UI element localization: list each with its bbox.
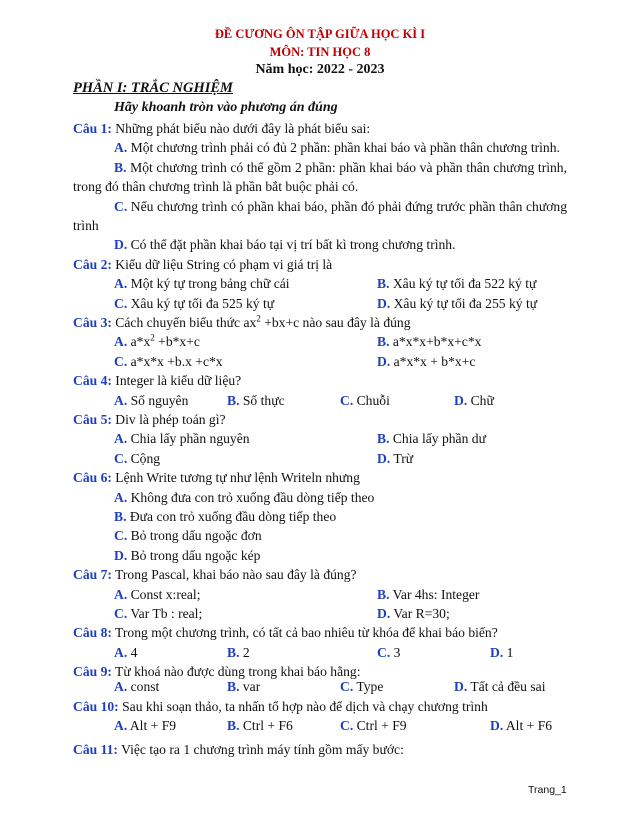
option [73,138,567,157]
option-label: C. [114,353,128,369]
option-label: C. [114,528,128,544]
option-text: Một ký tự trong bảng chữ cái [127,276,290,292]
option-text: +b*x+c [154,334,200,350]
option-label: C. [114,606,128,622]
option-label: B. [227,392,240,408]
option-text: Đưa con trỏ xuống đầu dòng tiếp theo [126,509,337,525]
option [73,197,567,236]
question-text: Integer là kiểu dữ liệu? [111,373,242,389]
option-label: B. [114,509,127,525]
question-label: Câu 11: [73,742,118,758]
option [114,274,290,293]
option-label: D. [114,237,128,253]
option [377,429,486,448]
subject-title: MÔN: TIN HỌC 8 [269,45,371,59]
question-1 [73,119,567,138]
option-label: A. [114,489,128,505]
question-label: Câu 8: [73,625,112,641]
option-label: B. [227,718,240,734]
question-label: Câu 6: [73,470,112,486]
superscript: 2 [256,313,261,324]
question-text: +bx+c nào sau đây là đúng [260,315,411,331]
option-row [73,716,567,740]
question-10 [73,697,567,716]
question-text: Cách chuyển biểu thức ax [111,315,257,331]
option-text: Bỏ trong dấu ngoặc kép [127,547,261,563]
superscript: 2 [150,332,155,343]
option-label: D. [454,392,468,408]
option [490,716,552,735]
option-label: D. [454,679,468,695]
option [490,643,513,662]
option-text: a*x [127,334,151,350]
option-label: C. [340,679,354,695]
question-text: Việc tạo ra 1 chương trình máy tính gồm mấy bước: [117,742,404,758]
option-text: Xâu ký tự tối đa 255 ký tự [390,295,538,311]
option-row [73,332,567,351]
option-text: 2 [239,644,250,660]
option-text: Type [353,679,384,695]
question-label: Câu 7: [73,567,112,583]
option-label: B. [377,586,390,602]
question-6 [73,468,567,487]
option-label: D. [377,450,391,466]
option [73,546,567,565]
option-text: Số thực [239,392,285,408]
option-row [73,677,567,696]
option [227,716,293,735]
option [377,604,450,623]
option-label: B. [377,334,390,350]
option-text: Tất cả đều sai [467,679,546,695]
question-label: Câu 4: [73,373,112,389]
option [227,643,250,662]
option-text: a*x*x+b*x+c*x [389,334,482,350]
question-11 [73,740,567,759]
option [340,391,390,410]
document-title: ĐỀ CƯƠNG ÔN TẬP GIỮA HỌC KÌ I [214,27,426,41]
option [73,158,567,197]
question-text: Lệnh Write tương tự như lệnh Writeln nhưng [111,470,360,486]
option-text: Chữ [467,392,494,408]
question-list [73,119,567,759]
option-text: Ctrl + F6 [239,718,293,734]
option [114,604,202,623]
option [73,235,567,254]
option-text: Alt + F9 [127,718,177,734]
option-label: A. [114,718,128,734]
option-text: Cộng [127,450,161,466]
option-label: A. [114,334,128,350]
option-label: A. [114,276,128,292]
option [227,677,260,696]
option-text: Chuỗi [353,392,390,408]
school-year: Năm học: 2022 - 2023 [255,62,385,77]
option [114,391,188,410]
option-text: a*x*x +b.x +c*x [127,353,223,369]
option [377,643,400,662]
option-label: A. [114,644,128,660]
option-text: Không đưa con trỏ xuống đầu dòng tiếp theo [127,489,375,505]
option-text: Nếu chương trình có phần khai báo, phần đó phải đứng trước phần thân chương trình [73,198,567,234]
option [114,449,160,468]
option-label: D. [377,606,391,622]
option-text: var [239,679,261,695]
option-label: C. [340,718,354,734]
option-text: Một chương trình có thể gồm 2 phần: phần khai báo và phần thân chương trình, trong đó thân chương trình là phần bắt buộc phải có. [73,159,567,195]
question-text: Trong một chương trình, có tất cả bao nhiêu từ khóa để khai báo biến? [111,625,498,641]
option-label: A. [114,679,128,695]
option [340,677,383,696]
option-label: C. [114,450,128,466]
question-label: Câu 3: [73,315,112,331]
option-text: Var R=30; [390,606,450,622]
option-text: 1 [503,644,514,660]
question-9 [73,662,567,680]
option [377,294,537,313]
option-label: A. [114,431,128,447]
option-row [73,429,567,448]
option [114,643,137,662]
option-text: Chia lấy phần dư [389,431,486,447]
question-label: Câu 1: [73,121,112,136]
option [377,585,479,604]
option-label: B. [377,276,390,292]
question-text: Trong Pascal, khai báo nào sau đây là đúng? [111,567,357,583]
option [114,332,200,351]
question-7 [73,565,567,584]
option [114,716,176,735]
option-text: Var Tb : real; [127,606,203,622]
option-label: A. [114,392,128,408]
option-text: Có thể đặt phần khai báo tại vị trí bất kì trong chương trình. [127,237,456,253]
question-text: Sau khi soạn thảo, ta nhấn tổ hợp nào để dịch và chạy chương trình [118,698,488,714]
option-text: const [127,679,160,695]
question-label: Câu 9: [73,664,112,680]
option-text: Chia lấy phần nguyên [127,431,250,447]
instruction: Hãy khoanh tròn vào phương án đúng [114,100,338,115]
option [114,677,159,696]
option-text: a*x*x + b*x+c [390,353,476,369]
option-label: D. [377,295,391,311]
option-label: D. [490,718,504,734]
question-4 [73,371,567,390]
option [114,294,274,313]
option-text: Một chương trình phải có đủ 2 phần: phần khai báo và phần thân chương trình. [127,140,560,156]
option-text: Trừ [390,450,414,466]
part-title: PHẦN I: TRẮC NGHIỆM [73,80,233,96]
question-label: Câu 10: [73,698,119,714]
option-text: Var 4hs: Integer [389,586,480,602]
option-label: D. [377,353,391,369]
option-row [73,294,567,313]
option [377,352,475,371]
option-text: Alt + F6 [503,718,553,734]
option-row [73,274,567,293]
option-text: Ctrl + F9 [353,718,407,734]
option [73,507,567,526]
option-text: Xâu ký tự tối đa 525 ký tự [127,295,275,311]
question-5 [73,410,567,429]
option-label: B. [377,431,390,447]
option-label: C. [377,644,391,660]
option-text: 4 [127,644,138,660]
question-label: Câu 5: [73,412,112,428]
question-2 [73,255,567,274]
option [114,585,200,604]
option [377,274,536,293]
option-label: D. [114,547,128,563]
option-label: C. [114,198,128,214]
option-label: D. [490,644,504,660]
question-text: Div là phép toán gì? [111,412,226,428]
page-number: Trang_1 [528,784,567,796]
question-text: Kiểu dữ liệu String có phạm vi giá trị là [111,256,333,272]
question-3 [73,313,567,332]
option-text: 3 [390,644,401,660]
option [114,352,223,371]
option [377,449,413,468]
option-label: B. [227,644,240,660]
option [73,526,567,545]
option [377,332,481,351]
question-text: Những phát biểu nào dưới đây là phát biểu sai: [111,121,371,136]
option [227,391,285,410]
option-row [73,604,567,623]
question-label: Câu 2: [73,256,112,272]
option-label: B. [227,679,240,695]
option-row [73,352,567,371]
option-label: B. [114,159,127,175]
option-label: A. [114,140,128,156]
option [73,488,567,507]
option-text: Số nguyên [127,392,189,408]
option-label: C. [114,295,128,311]
option [454,391,494,410]
option [340,716,407,735]
option [454,677,545,696]
question-8 [73,623,567,642]
option-row [73,643,567,662]
option-row [73,391,567,410]
option-label: C. [340,392,354,408]
option-row [73,585,567,604]
option-text: Bỏ trong dấu ngoặc đơn [127,528,262,544]
option-row [73,449,567,468]
option-text: Xâu ký tự tối đa 522 ký tự [389,276,537,292]
question-text: Từ khoá nào được dùng trong khai báo hằng: [111,664,361,680]
option-text: Const x:real; [127,586,201,602]
option [114,429,250,448]
option-label: A. [114,586,128,602]
